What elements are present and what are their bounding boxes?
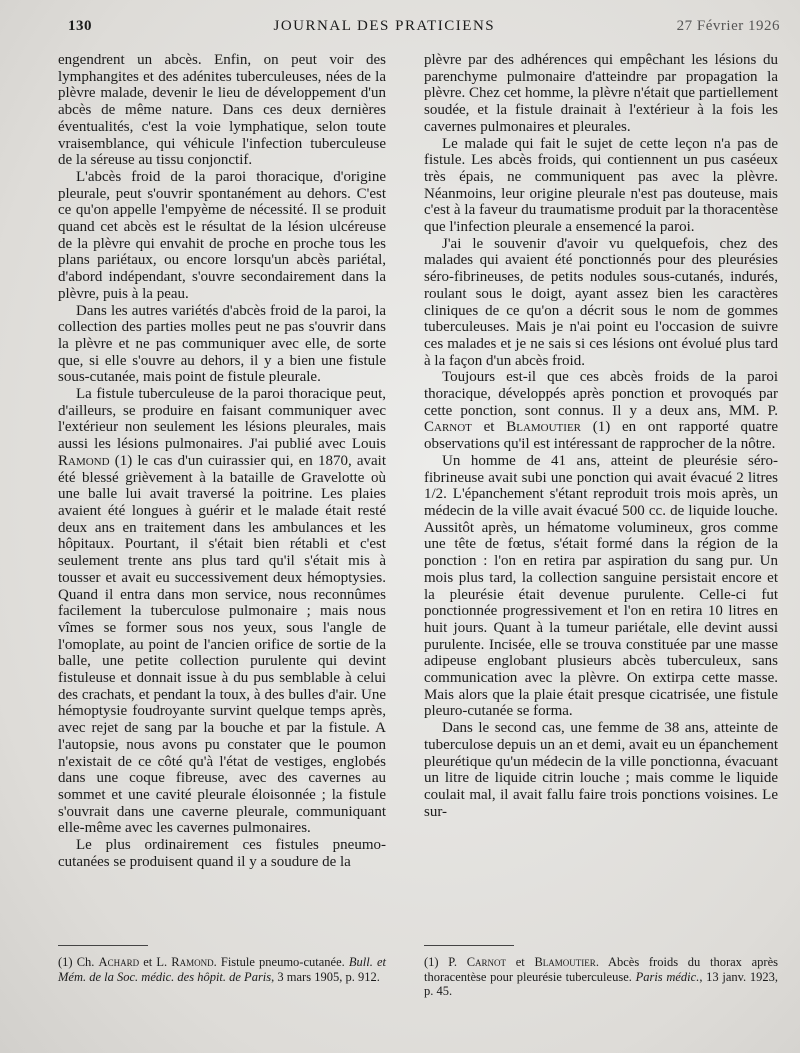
page-number: 130	[68, 18, 92, 34]
footnote-right	[424, 955, 778, 999]
left-column	[58, 52, 386, 870]
footnote-text: (1) P.	[424, 955, 467, 969]
footnote-left	[58, 955, 386, 984]
footnote-text: , 13 janv. 1923, p. 45.	[424, 969, 778, 998]
footnote-text: et	[506, 955, 535, 969]
author-name: Blamoutier	[506, 419, 581, 436]
running-header	[68, 18, 780, 40]
author-name: Achard	[98, 955, 140, 969]
footnote-text: . Fistule pneumo-cutanée.	[213, 955, 349, 969]
journal-title: JOURNAL DES PRATICIENS	[273, 18, 496, 34]
issue-date: 27 Février 1926	[676, 18, 780, 34]
author-name: Ramond	[171, 955, 214, 969]
paragraph: plèvre par des adhérences qui empêchant les lésions du parenchyme pulmonaire d'atteindre par propagation la plèvre. Chez cet homme, la plèvre n'était que partiellement soudée, et la fistule drainait à l'extérieur à la fois les cavernes pulmonaires et pleurales.	[424, 52, 778, 135]
citation-source: Paris médic.	[635, 969, 700, 984]
footnote-text: , 3 mars 1905, p. 912.	[271, 969, 380, 984]
paragraph	[424, 369, 778, 453]
paragraph: Le plus ordinairement ces fistules pneumo-cutanées se produisent quand il y a soudure de la	[58, 837, 386, 870]
footnote-divider	[58, 945, 148, 946]
paragraph: engendrent un abcès. Enfin, on peut voir des lymphangites et des adénites tuberculeuses, nées de la plèvre malade, devenir le lieu de développement d'un abcès de même nature. Dans ces deux dernières éventualités, c'est la voie lymphatique, selon toute vraisemblance, qui véhicule l'infection tuberculeuse de la séreuse au tissu conjonctif.	[58, 52, 386, 169]
paragraph-text: Toujours est-il que ces abcès froids de la paroi thoracique, développés après ponction et provoqués par cette ponction, sont connus. Il y a deux ans, MM. P.	[424, 369, 778, 419]
footnote-text: et L.	[139, 955, 172, 969]
author-name: Ramond	[58, 452, 110, 469]
author-name: Carnot	[424, 419, 472, 436]
paragraph-text: (1) en ont rapporté quatre observations qu'il est intéressant de rapprocher de la nôtre.	[424, 419, 778, 453]
paragraph: J'ai le souvenir d'avoir vu quelquefois, chez des malades qui avaient été ponctionnés pour des pleurésies séro-fibrineuses, de petits nodules sous-cutanés, indurés, roulant sous le doigt, ayant assez bien les caractères cliniques de ce qu'on a décrit sous le nom de gommes tuberculeuses. Mais je n'ai point eu l'occasion de suivre ces malades et je ne sais si ces lésions ont évolué plus tard à la façon d'un abcès froid.	[424, 235, 778, 369]
author-name: Carnot	[466, 955, 507, 969]
footnote-text: . Abcès froids du thorax après thoracentèse pour pleurésie tuberculeuse.	[424, 955, 778, 984]
footnote-text: (1) Ch.	[58, 955, 99, 969]
paragraph: Dans le second cas, une femme de 38 ans, atteinte de tuberculose depuis un an et demi, avait eu un épanchement pleurétique qu'un médecin de la ville ponctionna, évacuant un litre de liquide citrin louche ; mais comme le liquide coulait mal, il avait fallu faire trois ponctions voisines. Le sur-	[424, 720, 778, 820]
paragraph-text: et	[471, 419, 507, 436]
author-name: Blamoutier	[534, 955, 596, 969]
paragraph: Le malade qui fait le sujet de cette leçon n'a pas de fistule. Les abcès froids, qui contiennent un pus caséeux très épais, ne communiquent pas avec la plèvre. Néanmoins, leur origine pleurale n'est pas douteuse, mais c'est à la faveur du traumatisme produit par la thoracentèse que l'infection pleurale a ensemencé la paroi.	[424, 135, 778, 236]
footnote-divider	[424, 945, 514, 946]
paragraph-text: La fistule tuberculeuse de la paroi thoracique peut, d'ailleurs, se produire en faisant communiquer avec l'extérieur non seulement les lésions pleurales, mais aussi les lésions pulmonaires. J'ai publié avec Louis	[58, 386, 386, 453]
paragraph-text: (1) le cas d'un cuirassier qui, en 1870, avait été blessé grièvement à la bataille de Gravelotte où une balle lui avait traversé la poitrine. Les plaies avaient été longues à guérir et le malade était resté deux ans en traitement dans les ambulances et les hôpitaux. Pourtant, il s'était bien rétabli et c'est seulement trente ans plus tard qu'il s'était mis à tousser et avait eu successivement deux hémoptysies. Quand il entra dans mon service, nous reconnûmes facilement la tuberculose pulmonaire ; mais nous vîmes se former sous nos yeux, sous l'angle de l'omoplate, au point de l'ancien orifice de sortie de la balle, une petite collection purulente qui devint fistuleuse et donnait issue à du pus semblable à celui des crachats, et pendant la toux, à des bulles d'air. Une hémoptysie foudroyante survint quelque temps après, avec rejet de sang par la bouche et par la fistule. A l'autopsie, nous avons pu constater que le poumon n'existait de ce côté qu'à l'état de vestiges, englobés dans une coque fibreuse, avec des cavernes au sommet et une cavité pleurale éloisonnée ; la fistule s'ouvrait dans une caverne pleurale, communiquant elle-même avec les cavernes pulmonaires.	[58, 452, 386, 837]
right-column	[424, 52, 778, 820]
paragraph: L'abcès froid de la paroi thoracique, d'origine pleurale, peut s'ouvrir spontanément au dehors. C'est ce qu'on appelle l'empyème de nécessité. Il se produit quand cet abcès est le résultat de la lésion ulcéreuse de la plèvre qui envahit de proche en proche tous les plans pariétaux, ou encore lorsqu'un abcès pariétal, d'abord indépendant, s'ouvre secondairement dans la plèvre, puis à la peau.	[58, 168, 386, 302]
paragraph: Dans les autres variétés d'abcès froid de la paroi, la collection des parties molles peut ne pas s'ouvrir dans la plèvre et ne pas communiquer avec elle, de sorte que, si elle s'ouvre au dehors, il y a bien une fistule sous-cutanée, mais point de fistule pleurale.	[58, 302, 386, 386]
paragraph: Un homme de 41 ans, atteint de pleurésie séro-fibrineuse avait subi une ponction qui avait évacué 2 litres 1/2. L'épanchement s'étant reproduit trois mois après, un médecin de la ville avait évacué 500 cc. de liquide louche. Aussitôt après, un hématome volumineux, gros comme une tête de fœtus, s'était formé dans la région de la ponction : l'on en retira par aspiration du sang pur. Un mois plus tard, la collection sanguine persistait encore et la pleurésie était devenue purulente. Celle-ci fut ponctionnée progressivement et l'on en retira 10 litres en huit jours. Quant à la tumeur pariétale, elle devint aussi purulente. Incisée, elle se trouva constituée par une masse adipeuse englobant plusieurs abcès tuberculeux, sans communication avec la plèvre. On extirpa cette masse. Mais alors que la plaie était presque cicatrisée, une fistule pleuro-cutanée se forma.	[424, 452, 778, 720]
citation-source: Bull. et Mém. de la Soc. médic. des hôpit. de Paris	[58, 955, 386, 984]
paragraph	[58, 386, 386, 837]
